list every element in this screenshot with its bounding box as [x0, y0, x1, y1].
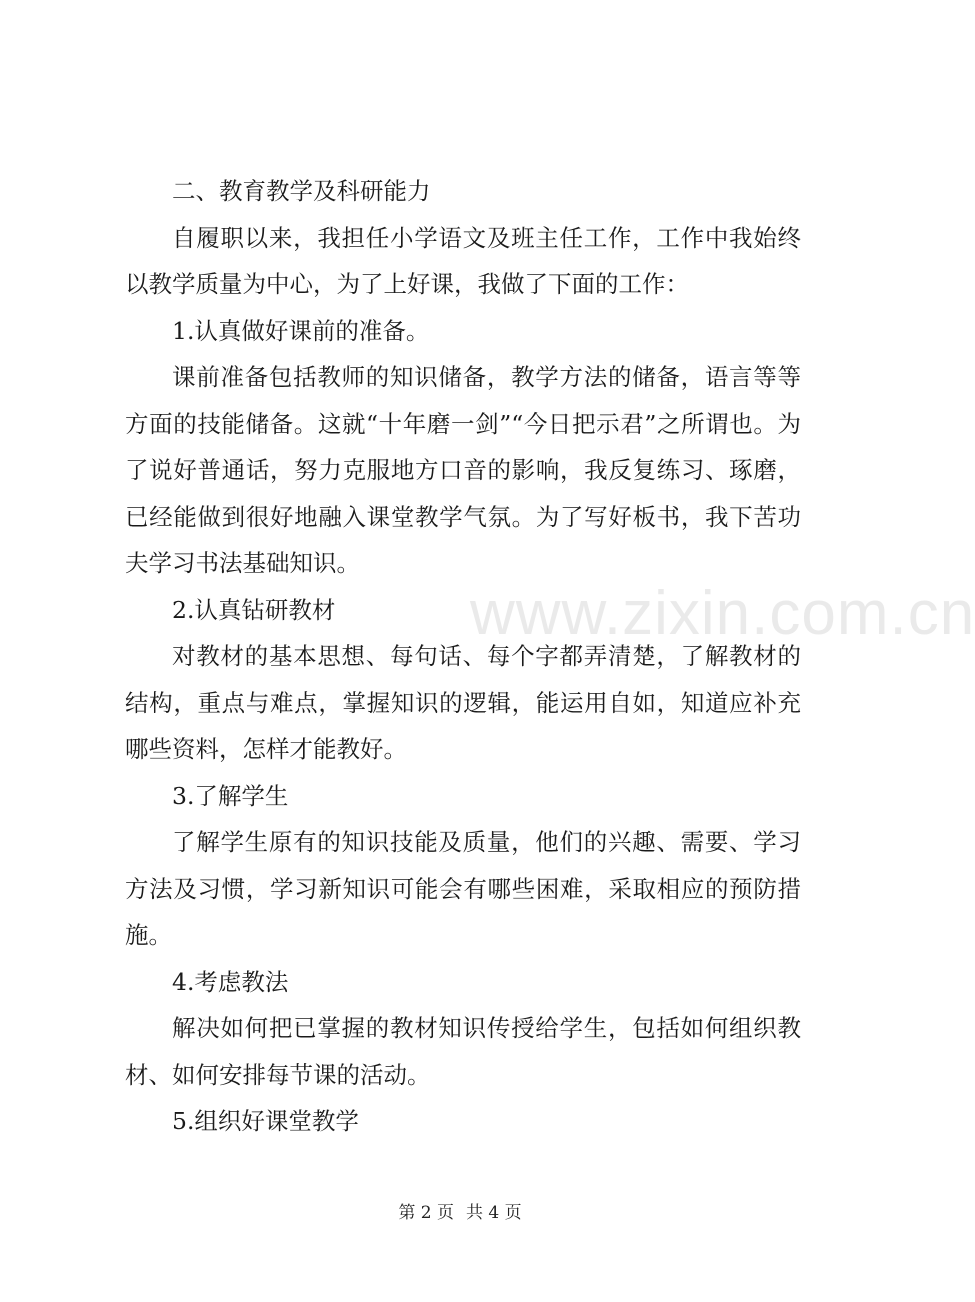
item-heading-5: 5.组织好课堂教学: [172, 1107, 359, 1135]
document-body: [125, 168, 801, 1145]
paragraph-students: 了解学生原有的知识技能及质量，他们的兴趣、需要、学习方法及习惯，学习新知识可能会有哪些困难，采取相应的预防措施。: [125, 828, 801, 949]
page-number: 第 2 页: [398, 1203, 454, 1223]
paragraph-textbook: 对教材的基本思想、每句话、每个字都弄清楚，了解教材的结构，重点与难点，掌握知识的逻辑，能运用自如，知道应补充哪些资料，怎样才能教好。: [125, 642, 801, 763]
item-heading-2: 2.认真钻研教材: [172, 595, 336, 624]
section-heading: 二、教育教学及科研能力: [172, 177, 431, 205]
item-heading-4: 4.考虑教法: [172, 967, 289, 996]
item-heading-3: 3.了解学生: [172, 781, 289, 810]
paragraph-preparation: 课前准备包括教师的知识储备，教学方法的储备，语言等等方面的技能储备。这就“十年磨一剑”“今日把示君”之所谓也。为了说好普通话，努力克服地方口音的影响，我反复练习、琢磨，已经能做到很好地融入课堂教学气氛。为了写好板书，我下苦功夫学习书法基础知识。: [125, 363, 801, 577]
item-heading-1: 1.认真做好课前的准备。: [172, 316, 430, 345]
page-footer: [0, 1201, 920, 1225]
page-total: 共 4 页: [466, 1203, 522, 1223]
watermark: www.zixin.com.cn: [470, 579, 975, 648]
paragraph-intro: 自履职以来，我担任小学语文及班主任工作，工作中我始终以教学质量为中心，为了上好课，我做了下面的工作：: [125, 223, 801, 298]
paragraph-methods: 解决如何把已掌握的教材知识传授给学生，包括如何组织教材、如何安排每节课的活动。: [125, 1014, 801, 1089]
